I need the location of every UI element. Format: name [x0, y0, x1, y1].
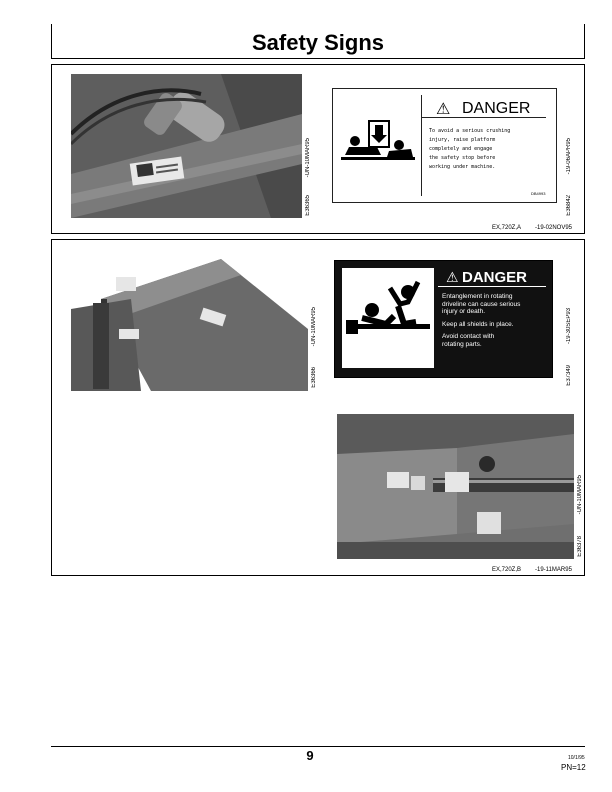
decal-line: To avoid a serious crushing — [429, 128, 511, 134]
decal-id-label: E37349 — [566, 365, 572, 386]
warning-triangle-icon: ⚠ — [436, 101, 451, 118]
photo-id-label: E36366 — [311, 367, 317, 388]
decal-line: injury or death. — [442, 308, 485, 315]
photo-platform-cylinder-drawing — [71, 74, 302, 218]
decal-line: working under machine. — [429, 164, 496, 170]
photo-date-label: -UN-10MAR95 — [305, 138, 311, 178]
decal-heading: DANGER — [462, 100, 531, 117]
caption-date: -19-02NOV95 — [535, 225, 573, 231]
decal-line: Entanglement in rotating — [442, 293, 513, 300]
crush-hazard-icon — [341, 117, 415, 167]
entanglement-hazard-icon — [342, 268, 434, 368]
decal-line: driveline can cause serious — [442, 300, 521, 308]
decal-pictogram-panel — [342, 268, 434, 368]
decal-line: injury, raise platform — [429, 137, 496, 143]
decal-line: Keep all shields in place. — [442, 320, 514, 328]
photo-date-label: -UN-10MAR95 — [577, 475, 583, 515]
title-divider — [51, 58, 585, 59]
decal-header — [422, 97, 546, 118]
decal-text — [442, 293, 550, 348]
caption-date: -19-11MAR95 — [535, 567, 572, 573]
photo-platform-cylinder — [71, 74, 302, 218]
decal-line: Avoid contact with — [442, 333, 495, 340]
warning-triangle-icon: ⚠ — [446, 269, 459, 285]
decal-divider — [421, 95, 422, 196]
photo-id-label: E36365 — [305, 195, 311, 216]
photo-date-label: -UN-10MAR95 — [311, 307, 317, 347]
decal-header — [438, 268, 546, 287]
danger-decal-entanglement — [334, 260, 553, 378]
photo-id-label: E36378 — [577, 536, 583, 557]
decal-part-number: DB4993 — [531, 191, 546, 196]
photo-driveline-shield — [337, 414, 574, 559]
photo-driveline-shield-drawing — [337, 414, 574, 559]
decal-date-label: -19-06APR95 — [566, 138, 572, 175]
caption-code: EX,720Z,B — [492, 567, 522, 573]
decal-line: the safety stop before — [429, 155, 496, 161]
decal-date-label: -19-30SEP93 — [566, 308, 572, 345]
page-title: Safety Signs — [251, 30, 385, 55]
footer-date: 10/1/95 — [568, 755, 585, 761]
decal-text — [429, 127, 549, 172]
footer-divider — [51, 746, 585, 747]
page-number: 9 — [306, 748, 314, 763]
decal-heading: DANGER — [462, 269, 528, 286]
footer-page-code: PN=12 — [561, 763, 586, 772]
decal-id-label: E36842 — [566, 195, 572, 216]
decal-line: completely and engage — [429, 146, 493, 152]
caption-code: EX,720Z,A — [492, 225, 522, 231]
danger-decal-crushing — [332, 88, 557, 203]
decal-line: rotating parts. — [442, 340, 482, 348]
photo-hitch-frame-drawing — [71, 259, 308, 391]
photo-hitch-frame — [71, 259, 308, 391]
